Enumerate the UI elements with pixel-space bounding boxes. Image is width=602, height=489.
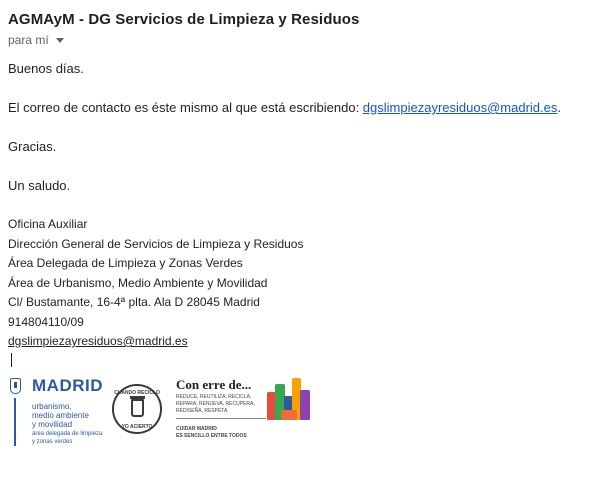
recycle-badge-logo	[112, 384, 162, 434]
campaign-title: Con erre de...	[176, 377, 252, 392]
signature-phone: 914804110/09	[8, 315, 84, 329]
closing-text: Un saludo.	[8, 178, 71, 193]
recipient-label: para mí	[8, 33, 49, 47]
campaign-line: CUIDAR MADRID	[176, 426, 217, 432]
campaign-divider	[176, 418, 266, 419]
badge-bottom-text: YO ACIERTO	[121, 424, 153, 430]
signature-line: Dirección General de Servicios de Limpieza y Residuos	[8, 237, 304, 251]
contact-email-link[interactable]: dgslimpiezayresiduos@madrid.es	[362, 100, 558, 115]
madrid-crest-icon	[10, 378, 21, 394]
madrid-logo	[8, 376, 108, 448]
campaign-line: ES SENCILLO ENTRE TODOS	[176, 433, 247, 439]
signature-line: Oficina Auxiliar	[8, 217, 88, 231]
thanks-text: Gracias.	[8, 139, 57, 154]
recycle-bin-icon	[131, 399, 144, 417]
recipient-details-toggle[interactable]	[8, 33, 64, 47]
madrid-logo-word: MADRID	[32, 376, 103, 395]
contact-suffix: .	[557, 100, 561, 115]
logo-divider	[14, 398, 16, 446]
signature-line: Cl/ Bustamante, 16-4ª plta. Ala D 28045 Madrid	[8, 295, 260, 309]
contact-paragraph	[8, 100, 561, 115]
madrid-logo-subline: área delegada de limpieza	[32, 431, 103, 437]
madrid-logo-subline: y zonas verdes	[32, 439, 73, 445]
badge-top-text: CUANDO RECICLO	[114, 390, 160, 396]
sender-name: AGMAyM - DG Servicios de Limpieza y Residuos	[8, 11, 360, 28]
recycling-bottles-illustration	[267, 376, 311, 420]
signature-line: Área de Urbanismo, Medio Ambiente y Movilidad	[8, 276, 268, 290]
contact-prefix: El correo de contacto es éste mismo al que está escribiendo:	[8, 100, 363, 115]
madrid-logo-subline: y movilidad	[32, 420, 73, 429]
campaign-line: REPARA, RENUEVA, RECUPERA,	[176, 401, 255, 407]
madrid-logo-subline: medio ambiente	[32, 411, 89, 420]
signature-line: Área Delegada de Limpieza y Zonas Verdes	[8, 256, 243, 270]
signature-email-link[interactable]: dgslimpiezayresiduos@madrid.es	[8, 334, 188, 348]
chevron-down-icon[interactable]	[56, 38, 64, 43]
campaign-line: REDISEÑA, RESPETA	[176, 408, 228, 414]
text-cursor	[11, 353, 12, 367]
madrid-logo-subline: urbanismo,	[32, 402, 72, 411]
campaign-line: REDUCE, REUTILIZA, RECICLA,	[176, 394, 252, 400]
greeting-text: Buenos días.	[8, 61, 84, 76]
